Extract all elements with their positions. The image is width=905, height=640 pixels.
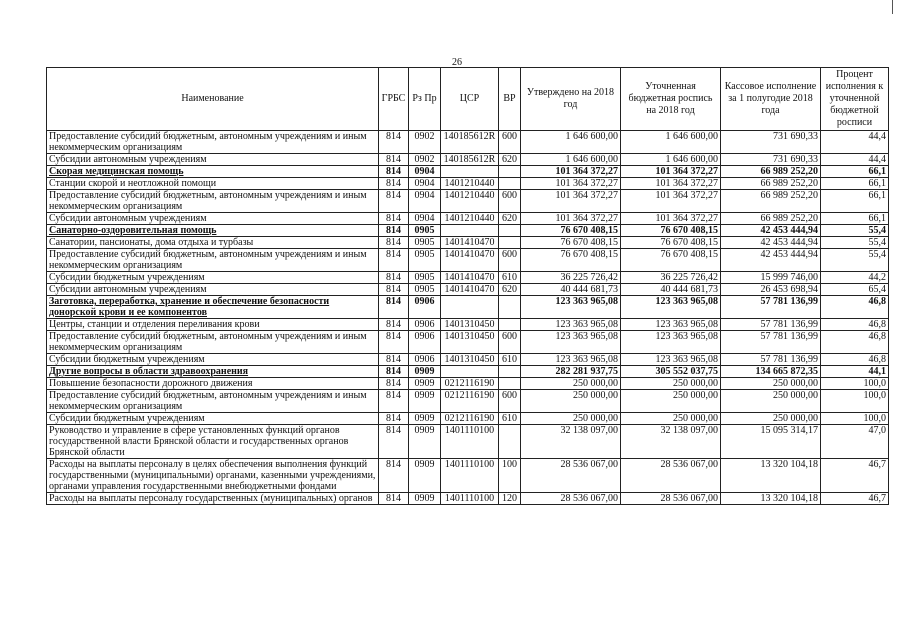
cell-grbs: 814	[379, 296, 409, 319]
cell-percent: 46,8	[821, 319, 889, 331]
cell-name: Центры, станции и отделения переливания крови	[47, 319, 379, 331]
cell-rzpr: 0909	[409, 390, 441, 413]
cell-csr: 0212116190	[441, 378, 499, 390]
cell-csr	[441, 225, 499, 237]
cell-approved: 32 138 097,00	[521, 425, 621, 459]
cell-grbs: 814	[379, 354, 409, 366]
cell-rzpr: 0904	[409, 213, 441, 225]
cell-grbs: 814	[379, 131, 409, 154]
cell-cash: 13 320 104,18	[721, 459, 821, 493]
cell-vr: 620	[499, 154, 521, 166]
cell-cash: 66 989 252,20	[721, 166, 821, 178]
cell-vr: 120	[499, 493, 521, 505]
cell-cash: 66 989 252,20	[721, 190, 821, 213]
cell-csr	[441, 296, 499, 319]
table-row	[47, 166, 889, 178]
cell-rzpr: 0909	[409, 493, 441, 505]
cell-csr: 1401410470	[441, 237, 499, 249]
cell-grbs: 814	[379, 166, 409, 178]
cell-vr	[499, 378, 521, 390]
cell-cash: 42 453 444,94	[721, 237, 821, 249]
table-row	[47, 154, 889, 166]
header-csr: ЦСР	[441, 68, 499, 131]
cell-cash: 42 453 444,94	[721, 249, 821, 272]
cell-refined: 250 000,00	[621, 413, 721, 425]
cell-approved: 28 536 067,00	[521, 459, 621, 493]
cell-vr	[499, 225, 521, 237]
table-header-row	[47, 68, 889, 131]
cell-rzpr: 0909	[409, 459, 441, 493]
cell-name: Расходы на выплаты персоналу в целях обеспечения выполнения функций государственными (муниципальными) органами, казенными учреждениями, органами управления государственными внебюджетными фондами	[47, 459, 379, 493]
cell-name: Санаторно-оздоровительная помощь	[47, 225, 379, 237]
cell-grbs: 814	[379, 213, 409, 225]
header-rzpr: Рз Пр	[409, 68, 441, 131]
cell-percent: 46,8	[821, 296, 889, 319]
cell-refined: 123 363 965,08	[621, 296, 721, 319]
cell-vr	[499, 319, 521, 331]
cell-name: Субсидии бюджетным учреждениям	[47, 272, 379, 284]
cell-grbs: 814	[379, 237, 409, 249]
cell-approved: 123 363 965,08	[521, 319, 621, 331]
cell-approved: 250 000,00	[521, 390, 621, 413]
cell-refined: 1 646 600,00	[621, 154, 721, 166]
cell-grbs: 814	[379, 154, 409, 166]
cell-refined: 101 364 372,27	[621, 213, 721, 225]
cell-grbs: 814	[379, 378, 409, 390]
cell-name: Субсидии автономным учреждениям	[47, 213, 379, 225]
cell-percent: 66,1	[821, 178, 889, 190]
cell-percent: 66,1	[821, 213, 889, 225]
table-row	[47, 493, 889, 505]
cell-vr: 100	[499, 459, 521, 493]
table-row	[47, 190, 889, 213]
cell-csr: 1401210440	[441, 190, 499, 213]
cell-percent: 44,4	[821, 131, 889, 154]
table-row	[47, 249, 889, 272]
cell-cash: 731 690,33	[721, 154, 821, 166]
table-body	[47, 131, 889, 505]
cell-vr: 600	[499, 331, 521, 354]
cell-cash: 134 665 872,35	[721, 366, 821, 378]
cell-percent: 55,4	[821, 225, 889, 237]
cell-refined: 1 646 600,00	[621, 131, 721, 154]
header-vr: ВР	[499, 68, 521, 131]
cell-vr: 600	[499, 390, 521, 413]
cell-name: Станции скорой и неотложной помощи	[47, 178, 379, 190]
cell-cash: 57 781 136,99	[721, 296, 821, 319]
cell-cash: 57 781 136,99	[721, 319, 821, 331]
cell-cash: 57 781 136,99	[721, 331, 821, 354]
cell-rzpr: 0904	[409, 190, 441, 213]
cell-vr	[499, 425, 521, 459]
cell-percent: 44,4	[821, 154, 889, 166]
cell-cash: 57 781 136,99	[721, 354, 821, 366]
cell-csr: 140185612R	[441, 131, 499, 154]
cell-percent: 46,7	[821, 459, 889, 493]
header-approved: Утверждено на 2018 год	[521, 68, 621, 131]
cell-grbs: 814	[379, 178, 409, 190]
cell-percent: 55,4	[821, 249, 889, 272]
cell-refined: 250 000,00	[621, 378, 721, 390]
cell-rzpr: 0905	[409, 284, 441, 296]
cell-grbs: 814	[379, 366, 409, 378]
cell-rzpr: 0909	[409, 425, 441, 459]
cell-rzpr: 0906	[409, 354, 441, 366]
cell-refined: 123 363 965,08	[621, 319, 721, 331]
cell-grbs: 814	[379, 319, 409, 331]
cell-name: Субсидии бюджетным учреждениям	[47, 354, 379, 366]
cell-rzpr: 0902	[409, 131, 441, 154]
cell-rzpr: 0906	[409, 296, 441, 319]
cell-refined: 76 670 408,15	[621, 249, 721, 272]
cell-cash: 15 999 746,00	[721, 272, 821, 284]
cell-approved: 76 670 408,15	[521, 237, 621, 249]
header-name: Наименование	[47, 68, 379, 131]
cell-csr: 0212116190	[441, 413, 499, 425]
cell-vr: 610	[499, 272, 521, 284]
edge-mark	[892, 0, 893, 14]
cell-vr: 600	[499, 131, 521, 154]
cell-refined: 123 363 965,08	[621, 331, 721, 354]
cell-name: Предоставление субсидий бюджетным, автономным учреждениям и иным некоммерческим организациям	[47, 390, 379, 413]
cell-name: Скорая медицинская помощь	[47, 166, 379, 178]
cell-csr: 1401310450	[441, 319, 499, 331]
cell-approved: 101 364 372,27	[521, 166, 621, 178]
cell-percent: 44,1	[821, 366, 889, 378]
cell-approved: 250 000,00	[521, 413, 621, 425]
cell-grbs: 814	[379, 331, 409, 354]
table-row	[47, 225, 889, 237]
cell-csr: 1401310450	[441, 331, 499, 354]
cell-vr	[499, 166, 521, 178]
cell-csr: 1401110100	[441, 493, 499, 505]
cell-name: Санатории, пансионаты, дома отдыха и турбазы	[47, 237, 379, 249]
cell-approved: 28 536 067,00	[521, 493, 621, 505]
cell-approved: 123 363 965,08	[521, 296, 621, 319]
cell-refined: 250 000,00	[621, 390, 721, 413]
cell-grbs: 814	[379, 413, 409, 425]
cell-refined: 123 363 965,08	[621, 354, 721, 366]
cell-grbs: 814	[379, 390, 409, 413]
cell-name: Повышение безопасности дорожного движения	[47, 378, 379, 390]
cell-grbs: 814	[379, 459, 409, 493]
cell-rzpr: 0905	[409, 237, 441, 249]
table-row	[47, 378, 889, 390]
cell-vr: 620	[499, 284, 521, 296]
cell-refined: 32 138 097,00	[621, 425, 721, 459]
cell-csr: 1401110100	[441, 425, 499, 459]
cell-refined: 101 364 372,27	[621, 166, 721, 178]
cell-grbs: 814	[379, 225, 409, 237]
table-row	[47, 284, 889, 296]
cell-cash: 13 320 104,18	[721, 493, 821, 505]
cell-rzpr: 0909	[409, 378, 441, 390]
header-percent: Процент исполнения к уточненной бюджетной росписи	[821, 68, 889, 131]
cell-approved: 123 363 965,08	[521, 354, 621, 366]
cell-rzpr: 0906	[409, 331, 441, 354]
cell-rzpr: 0905	[409, 225, 441, 237]
cell-percent: 46,8	[821, 354, 889, 366]
table-row	[47, 366, 889, 378]
budget-table	[46, 67, 889, 505]
cell-grbs: 814	[379, 190, 409, 213]
cell-cash: 731 690,33	[721, 131, 821, 154]
cell-csr: 1401210440	[441, 213, 499, 225]
cell-cash: 250 000,00	[721, 413, 821, 425]
table-row	[47, 296, 889, 319]
cell-csr: 1401310450	[441, 354, 499, 366]
header-refined: Уточненная бюджетная роспись на 2018 год	[621, 68, 721, 131]
cell-csr: 1401110100	[441, 459, 499, 493]
cell-refined: 36 225 726,42	[621, 272, 721, 284]
cell-refined: 76 670 408,15	[621, 225, 721, 237]
table-row	[47, 425, 889, 459]
cell-approved: 123 363 965,08	[521, 331, 621, 354]
table-row	[47, 331, 889, 354]
cell-name: Заготовка, переработка, хранение и обеспечение безопасности донорской крови и ее компонентов	[47, 296, 379, 319]
cell-vr: 600	[499, 249, 521, 272]
cell-percent: 47,0	[821, 425, 889, 459]
cell-vr: 610	[499, 354, 521, 366]
cell-grbs: 814	[379, 425, 409, 459]
cell-approved: 40 444 681,73	[521, 284, 621, 296]
table-row	[47, 272, 889, 284]
cell-grbs: 814	[379, 249, 409, 272]
cell-grbs: 814	[379, 284, 409, 296]
cell-percent: 100,0	[821, 390, 889, 413]
cell-percent: 65,4	[821, 284, 889, 296]
cell-rzpr: 0906	[409, 319, 441, 331]
header-grbs: ГРБС	[379, 68, 409, 131]
table-row	[47, 213, 889, 225]
cell-rzpr: 0909	[409, 413, 441, 425]
cell-approved: 36 225 726,42	[521, 272, 621, 284]
cell-approved: 1 646 600,00	[521, 131, 621, 154]
cell-percent: 100,0	[821, 413, 889, 425]
cell-rzpr: 0904	[409, 178, 441, 190]
cell-vr: 610	[499, 413, 521, 425]
cell-name: Предоставление субсидий бюджетным, автономным учреждениям и иным некоммерческим организациям	[47, 249, 379, 272]
table-row	[47, 413, 889, 425]
table-row	[47, 319, 889, 331]
cell-csr	[441, 166, 499, 178]
cell-vr	[499, 366, 521, 378]
cell-cash: 250 000,00	[721, 378, 821, 390]
cell-refined: 40 444 681,73	[621, 284, 721, 296]
cell-vr	[499, 296, 521, 319]
cell-vr	[499, 178, 521, 190]
cell-rzpr: 0902	[409, 154, 441, 166]
cell-cash: 250 000,00	[721, 390, 821, 413]
cell-name: Субсидии автономным учреждениям	[47, 154, 379, 166]
cell-approved: 282 281 937,75	[521, 366, 621, 378]
cell-approved: 76 670 408,15	[521, 249, 621, 272]
table-row	[47, 354, 889, 366]
cell-name: Предоставление субсидий бюджетным, автономным учреждениям и иным некоммерческим организациям	[47, 131, 379, 154]
cell-name: Предоставление субсидий бюджетным, автономным учреждениям и иным некоммерческим организациям	[47, 331, 379, 354]
cell-name: Предоставление субсидий бюджетным, автономным учреждениям и иным некоммерческим организациям	[47, 190, 379, 213]
cell-refined: 305 552 037,75	[621, 366, 721, 378]
cell-percent: 66,1	[821, 166, 889, 178]
cell-percent: 100,0	[821, 378, 889, 390]
cell-refined: 28 536 067,00	[621, 493, 721, 505]
cell-name: Другие вопросы в области здравоохранения	[47, 366, 379, 378]
table-row	[47, 237, 889, 249]
cell-grbs: 814	[379, 272, 409, 284]
cell-percent: 46,8	[821, 331, 889, 354]
cell-percent: 46,7	[821, 493, 889, 505]
cell-name: Руководство и управление в сфере установленных функций органов государственной власти Брянской области и государственных органов Брянской области	[47, 425, 379, 459]
cell-csr: 1401410470	[441, 249, 499, 272]
cell-cash: 15 095 314,17	[721, 425, 821, 459]
cell-vr: 620	[499, 213, 521, 225]
cell-rzpr: 0909	[409, 366, 441, 378]
cell-grbs: 814	[379, 493, 409, 505]
cell-cash: 66 989 252,20	[721, 213, 821, 225]
cell-name: Расходы на выплаты персоналу государственных (муниципальных) органов	[47, 493, 379, 505]
cell-csr: 0212116190	[441, 390, 499, 413]
cell-csr: 1401410470	[441, 284, 499, 296]
cell-name: Субсидии автономным учреждениям	[47, 284, 379, 296]
cell-rzpr: 0904	[409, 166, 441, 178]
table-row	[47, 131, 889, 154]
cell-percent: 55,4	[821, 237, 889, 249]
cell-csr	[441, 366, 499, 378]
cell-approved: 76 670 408,15	[521, 225, 621, 237]
cell-rzpr: 0905	[409, 249, 441, 272]
cell-refined: 28 536 067,00	[621, 459, 721, 493]
cell-approved: 101 364 372,27	[521, 178, 621, 190]
cell-rzpr: 0905	[409, 272, 441, 284]
cell-cash: 42 453 444,94	[721, 225, 821, 237]
table-row	[47, 459, 889, 493]
cell-name: Субсидии бюджетным учреждениям	[47, 413, 379, 425]
table-row	[47, 390, 889, 413]
cell-refined: 101 364 372,27	[621, 178, 721, 190]
cell-vr	[499, 237, 521, 249]
cell-csr: 140185612R	[441, 154, 499, 166]
cell-approved: 250 000,00	[521, 378, 621, 390]
cell-vr: 600	[499, 190, 521, 213]
cell-csr: 1401410470	[441, 272, 499, 284]
cell-refined: 76 670 408,15	[621, 237, 721, 249]
cell-cash: 66 989 252,20	[721, 178, 821, 190]
table-row	[47, 178, 889, 190]
cell-csr: 1401210440	[441, 178, 499, 190]
page-number: 26	[452, 57, 462, 68]
cell-approved: 1 646 600,00	[521, 154, 621, 166]
cell-percent: 44,2	[821, 272, 889, 284]
cell-cash: 26 453 698,94	[721, 284, 821, 296]
cell-approved: 101 364 372,27	[521, 190, 621, 213]
cell-approved: 101 364 372,27	[521, 213, 621, 225]
header-cash: Кассовое исполнение за 1 полугодие 2018 года	[721, 68, 821, 131]
cell-refined: 101 364 372,27	[621, 190, 721, 213]
cell-percent: 66,1	[821, 190, 889, 213]
